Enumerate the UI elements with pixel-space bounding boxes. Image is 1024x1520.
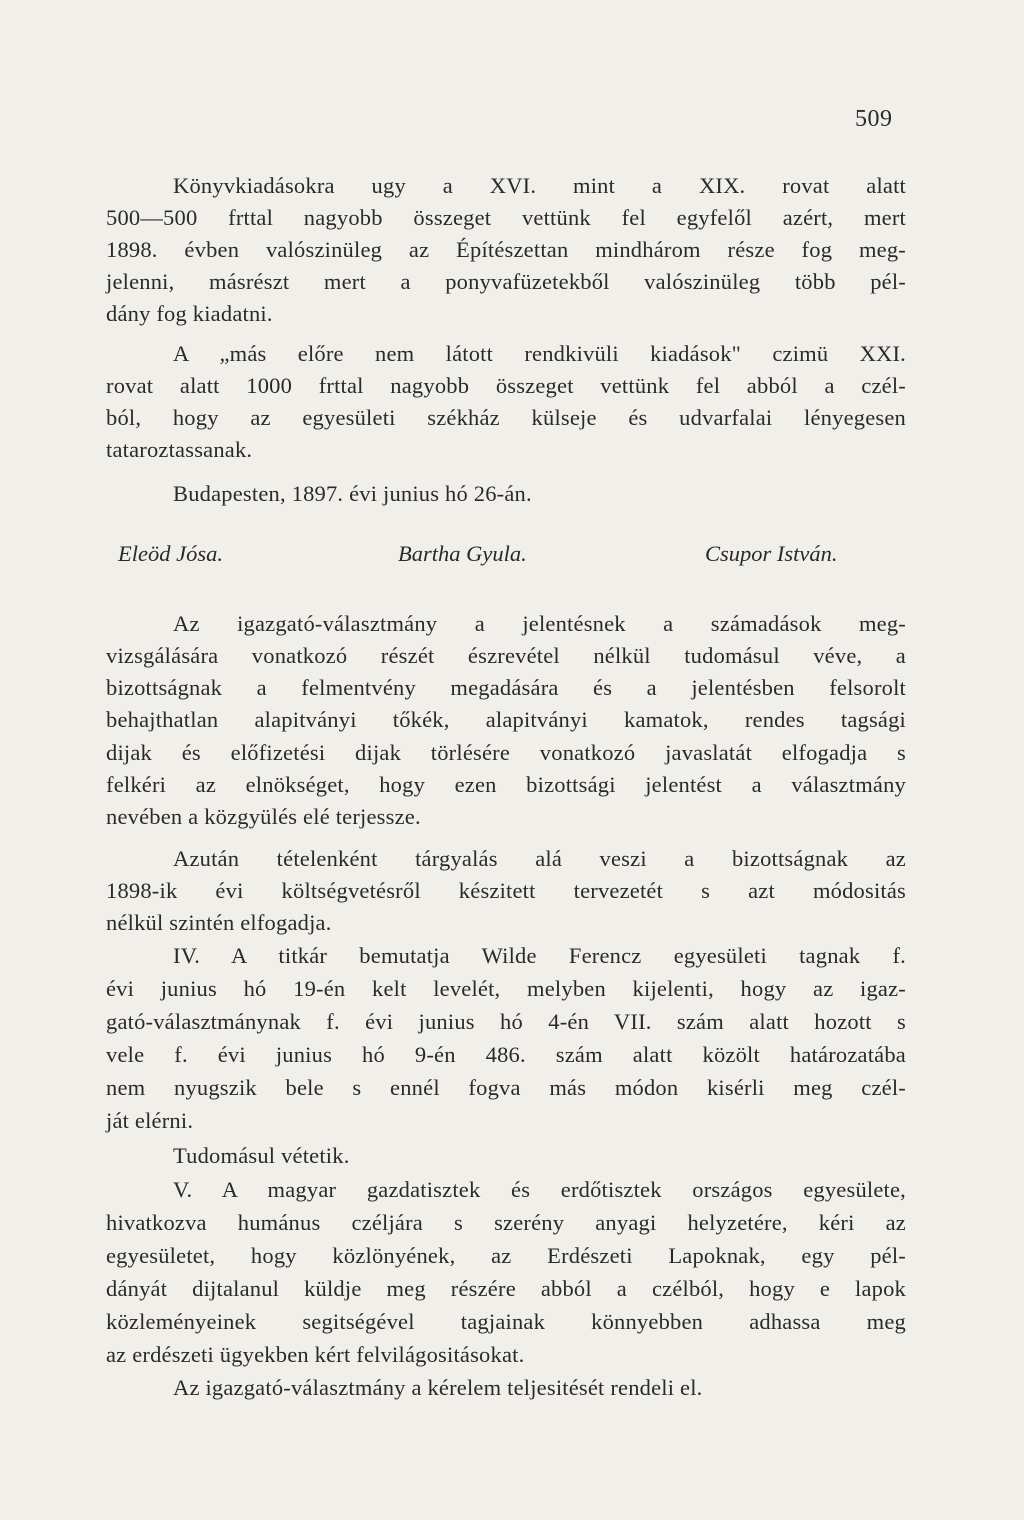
text-line: nélkül szintén elfogadja. xyxy=(106,910,332,935)
text-line: felkéri az elnökséget, hogy ezen bizottsági jelentést a választmány xyxy=(106,772,906,797)
text-line: nevében a közgyülés elé terjessze. xyxy=(106,804,421,829)
text-line: dijak és előfizetési dijak törlésére vonatkozó javaslatát elfogadja s xyxy=(106,740,906,765)
text-line: 1898-ik évi költségvetésről készitett tervezetét s azt módositás xyxy=(106,878,906,903)
text-line: évi junius hó 19-én kelt levelét, melyben kijelenti, hogy az igaz- xyxy=(106,976,906,1001)
text-line: IV. A titkár bemutatja Wilde Ferencz egyesületi tagnak f. xyxy=(173,943,906,968)
text-line: jelenni, másrészt mert a ponyvafüzetekből valószinüleg több pél- xyxy=(106,269,906,294)
text-line: 500—500 frttal nagyobb összeget vettünk fel egyfelől azért, mert xyxy=(106,205,906,230)
text-line: egyesületet, hogy közlönyének, az Erdészeti Lapoknak, egy pél- xyxy=(106,1243,906,1268)
text-line: ból, hogy az egyesületi székház külseje és udvarfalai lényegesen xyxy=(106,405,906,430)
text-line: nem nyugszik bele s ennél fogva más módon kisérli meg czél- xyxy=(106,1075,906,1100)
text-line: gató-választmánynak f. évi junius hó 4-én VII. szám alatt hozott s xyxy=(106,1009,906,1034)
text-line: dány fog kiadatni. xyxy=(106,301,273,326)
text-line: dányát dijtalanul küldje meg részére abból a czélból, hogy e lapok xyxy=(106,1276,906,1301)
text-line: Könyvkiadásokra ugy a XVI. mint a XIX. rovat alatt xyxy=(173,173,906,198)
text-line: közleményeinek segitségével tagjainak könnyebben adhassa meg xyxy=(106,1309,906,1334)
text-line: rovat alatt 1000 frttal nagyobb összeget vettünk fel abból a czél- xyxy=(106,373,906,398)
signature: Eleöd Jósa. xyxy=(118,541,223,566)
text-line: V. A magyar gazdatisztek és erdőtisztek országos egyesülete, xyxy=(173,1177,906,1202)
text-line: tataroztassanak. xyxy=(106,437,253,462)
text-line: bizottságnak a felmentvény megadására és a jelentésben felsorolt xyxy=(106,675,906,700)
text-line: Az igazgató-választmány a jelentésnek a számadások meg- xyxy=(173,611,906,636)
date-line: Budapesten, 1897. évi junius hó 26-án. xyxy=(173,481,532,506)
text-line: hivatkozva humánus czéljára s szerény anyagi helyzetére, kéri az xyxy=(106,1210,906,1235)
page-number: 509 xyxy=(855,106,893,132)
signature: Csupor István. xyxy=(705,541,838,566)
text-line: behajthatlan alapitványi tőkék, alapitványi kamatok, rendes tagsági xyxy=(106,707,906,732)
text-line: vele f. évi junius hó 9-én 486. szám alatt közölt határozatába xyxy=(106,1042,906,1067)
signature: Bartha Gyula. xyxy=(398,541,527,566)
text-line: vizsgálására vonatkozó részét észrevétel nélkül tudomásul véve, a xyxy=(106,643,906,668)
text-line: A „más előre nem látott rendkivüli kiadások" czimü XXI. xyxy=(173,341,906,366)
text-line: 1898. évben valószinüleg az Építészettan mindhárom része fog meg- xyxy=(106,237,906,262)
text-line: Tudomásul vétetik. xyxy=(173,1143,350,1168)
text-line: ját elérni. xyxy=(106,1108,194,1133)
text-line: Azután tételenként tárgyalás alá veszi a bizottságnak az xyxy=(173,846,906,871)
text-line: Az igazgató-választmány a kérelem teljesitését rendeli el. xyxy=(173,1375,703,1400)
text-line: az erdészeti ügyekben kért felvilágositásokat. xyxy=(106,1342,525,1367)
